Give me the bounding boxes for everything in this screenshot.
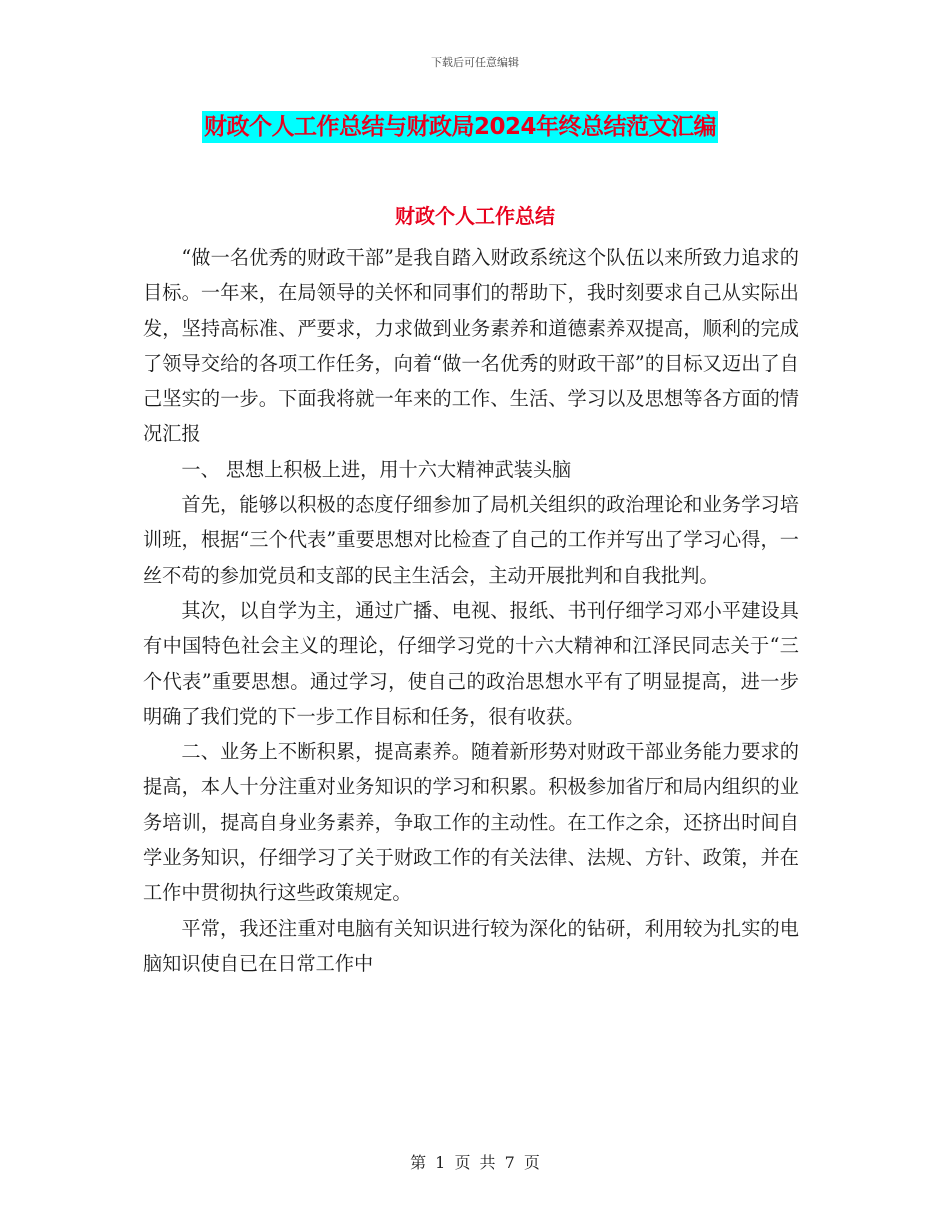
page-footer: 第 1 页 共 7 页	[410, 1153, 540, 1172]
paragraph: 首先，能够以积极的态度仔细参加了局机关组织的政治理论和业务学习培训班，根据“三个代表”重要思想对比检查了自己的工作并写出了学习心得，一丝不苟的参加党员和支部的民主生活会，主动开展批判和自我批判。	[143, 493, 799, 587]
paragraph: 二、业务上不断积累，提高素养。随着新形势对财政干部业务能力要求的提高，本人十分注重对业务知识的学习和积累。积极参加省厅和局内组织的业务培训，提高自身业务素养，争取工作的主动性。在工作之余，还挤出时间自学业务知识，仔细学习了关于财政工作的有关法律、法规、方针、政策，并在工作中贯彻执行这些政策规定。	[143, 740, 799, 905]
paragraph: “做一名优秀的财政干部”是我自踏入财政系统这个队伍以来所致力追求的目标。一年来，在局领导的关怀和同事们的帮助下，我时刻要求自己从实际出发，坚持高标准、严要求，力求做到业务素养和道德素养双提高，顺利的完成了领导交给的各项工作任务，向着“做一名优秀的财政干部”的目标又迈出了自己坚实的一步。下面我将就一年来的工作、生活、学习以及思想等各方面的情况汇报	[143, 246, 799, 446]
section-title: 财政个人工作总结	[395, 204, 555, 228]
paragraph: 一、 思想上积极上进，用十六大精神武装头脑	[181, 457, 572, 481]
document-body	[143, 240, 799, 981]
paragraph: 平常，我还注重对电脑有关知识进行较为深化的钻研，利用较为扎实的电脑知识使自已在日常工作中	[143, 916, 799, 975]
header-note: 下载后可任意编辑	[431, 56, 519, 69]
document-title: 财政个人工作总结与财政局2024年终总结范文汇编	[202, 111, 718, 143]
paragraph: 其次，以自学为主，通过广播、电视、报纸、书刊仔细学习邓小平建设具有中国特色社会主义的理论，仔细学习党的十六大精神和江泽民同志关于“三个代表”重要思想。通过学习，使自己的政治思想水平有了明显提高，进一步明确了我们党的下一步工作目标和任务，很有收获。	[143, 598, 799, 728]
